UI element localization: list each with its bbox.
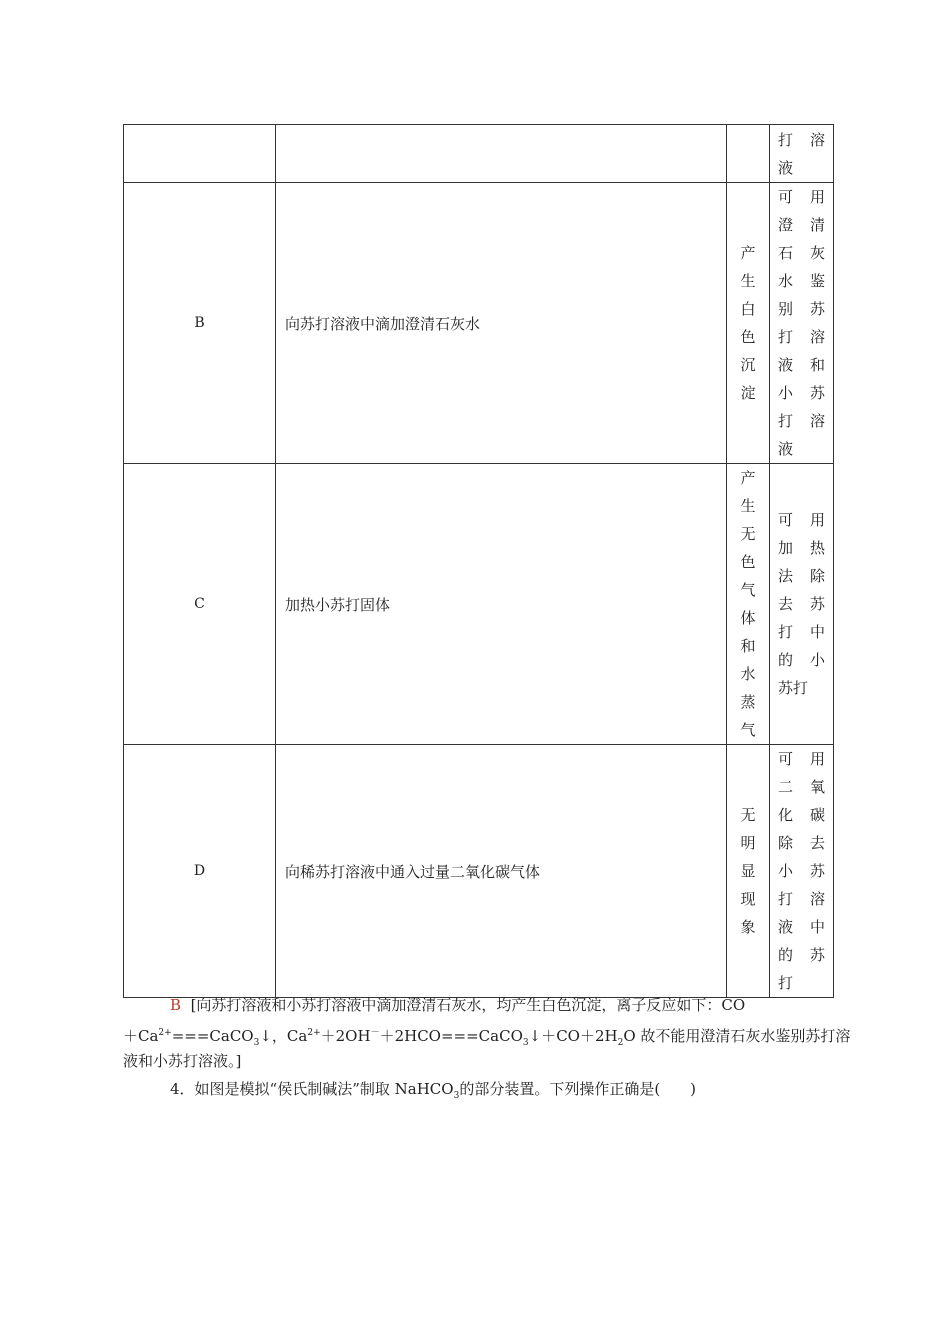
subscript: 3 <box>253 1038 260 1048</box>
char: 液 <box>778 440 794 458</box>
char: 二 <box>778 778 794 796</box>
operation-cell: 加热小苏打固体 <box>276 464 727 745</box>
char: 沉 <box>740 356 756 374</box>
char: 溶 <box>809 890 825 908</box>
char: 色 <box>740 328 756 346</box>
char: 象 <box>740 918 756 936</box>
char: 灰 <box>809 244 825 262</box>
char: 明 <box>740 834 756 852</box>
superscript: 2+ <box>158 1028 172 1038</box>
text: ＋2OH <box>320 1027 371 1045</box>
char: 法 <box>778 567 794 585</box>
phenomenon-cell <box>727 183 770 464</box>
char: 别 <box>778 300 794 318</box>
char: 打 <box>778 412 794 430</box>
char: 溶 <box>809 130 825 149</box>
subscript: 3 <box>522 1038 529 1048</box>
char: 蒸 <box>740 693 756 711</box>
char: 淀 <box>740 384 756 402</box>
answer-line-3: 液和小苏打溶液。] <box>123 1052 242 1070</box>
operation-cell <box>276 125 727 183</box>
char: 中 <box>809 623 825 641</box>
subscript: 2 <box>617 1038 624 1048</box>
char: 用 <box>809 511 825 529</box>
char: 和 <box>740 637 756 655</box>
char: 打 <box>778 623 794 641</box>
experiment-table <box>123 124 834 998</box>
char: 白 <box>740 300 756 318</box>
char: 无 <box>740 806 756 824</box>
text: ===CaCO <box>171 1027 254 1045</box>
char: 用 <box>809 750 825 768</box>
char: 气 <box>740 721 756 739</box>
char: 石 <box>778 244 794 262</box>
char: 溶 <box>809 328 825 346</box>
char: 的 <box>778 946 794 964</box>
char: 苏 <box>809 300 825 318</box>
char: 和 <box>809 356 825 374</box>
question-text: 4．如图是模拟“侯氏制碱法”制取 NaHCO <box>170 1080 454 1098</box>
char: 除 <box>809 567 825 585</box>
option-cell: B <box>124 183 276 464</box>
text: ＋Ca <box>123 1027 159 1045</box>
char: 中 <box>809 918 825 936</box>
conclusion-cell <box>770 125 834 183</box>
char: 溶 <box>809 412 825 430</box>
superscript: － <box>370 1028 380 1038</box>
table-row <box>124 183 834 464</box>
superscript: 2+ <box>307 1028 321 1038</box>
conclusion-cell <box>770 745 834 998</box>
option-cell <box>124 125 276 183</box>
phenomenon-cell <box>727 125 770 183</box>
text: ＋2HCO===CaCO <box>379 1027 523 1045</box>
char: 液 <box>778 158 794 177</box>
char: 去 <box>778 595 794 613</box>
char: 打 <box>778 130 794 149</box>
char: 小 <box>778 384 794 402</box>
conclusion-cell: 可 用 加 热 法 除 去 苏 打 中 的 小 苏打 <box>770 464 834 745</box>
table-row <box>124 745 834 998</box>
text: ↓，Ca <box>259 1027 308 1045</box>
char: 加 <box>778 539 794 557</box>
char: 现 <box>740 890 756 908</box>
subscript: 3 <box>453 1091 460 1101</box>
char: 的 <box>778 651 794 669</box>
char: 小 <box>778 862 794 880</box>
answer-explanation-1: [向苏打溶液和小苏打溶液中滴加澄清石灰水，均产生白色沉淀，离子反应如下：CO <box>190 996 746 1014</box>
char: 去 <box>809 834 825 852</box>
char: 显 <box>740 862 756 880</box>
text: O 故不能用澄清石灰水鉴别苏打溶 <box>623 1027 851 1045</box>
char: 苏 <box>809 862 825 880</box>
char: 用 <box>809 188 825 206</box>
char: 苏 <box>809 384 825 402</box>
char: 清 <box>809 216 825 234</box>
char: 澄 <box>778 216 794 234</box>
char: 化 <box>778 806 794 824</box>
option-cell: D <box>124 745 276 998</box>
char: 苏 <box>809 595 825 613</box>
operation-cell: 向稀苏打溶液中通入过量二氧化碳气体 <box>276 745 727 998</box>
char: 液 <box>778 918 794 936</box>
phenomenon-cell <box>727 464 770 745</box>
char: 可 <box>778 188 794 206</box>
question-4 <box>170 1075 696 1110</box>
char: 可 <box>778 750 794 768</box>
table-row <box>124 125 834 183</box>
char: 打 <box>778 890 794 908</box>
conclusion-cell <box>770 183 834 464</box>
char: 打 <box>778 328 794 346</box>
answer-line-1 <box>170 991 745 1019</box>
char: 苏 <box>809 946 825 964</box>
char: 生 <box>740 272 756 290</box>
char: 气 <box>740 581 756 599</box>
char: 无 <box>740 525 756 543</box>
char: 水 <box>778 272 794 290</box>
char: 氧 <box>809 778 825 796</box>
char: 可 <box>778 511 794 529</box>
char: 打 <box>778 974 794 992</box>
table-row <box>124 464 834 745</box>
char: 鉴 <box>809 272 825 290</box>
option-cell: C <box>124 464 276 745</box>
char: 热 <box>809 539 825 557</box>
question-text: 的部分装置。下列操作正确是( ) <box>459 1080 697 1098</box>
operation-cell: 向苏打溶液中滴加澄清石灰水 <box>276 183 727 464</box>
char: 生 <box>740 497 756 515</box>
char: 除 <box>778 834 794 852</box>
char: 液 <box>778 356 794 374</box>
char: 水 <box>740 665 756 683</box>
char: 小 <box>809 651 825 669</box>
phenomenon-cell <box>727 745 770 998</box>
char: 产 <box>740 469 756 487</box>
char: 产 <box>740 244 756 262</box>
text: ↓＋CO＋2H <box>528 1027 618 1045</box>
char: 碳 <box>809 806 825 824</box>
answer-letter: B <box>170 996 182 1014</box>
char: 色 <box>740 553 756 571</box>
char: 体 <box>740 609 756 627</box>
